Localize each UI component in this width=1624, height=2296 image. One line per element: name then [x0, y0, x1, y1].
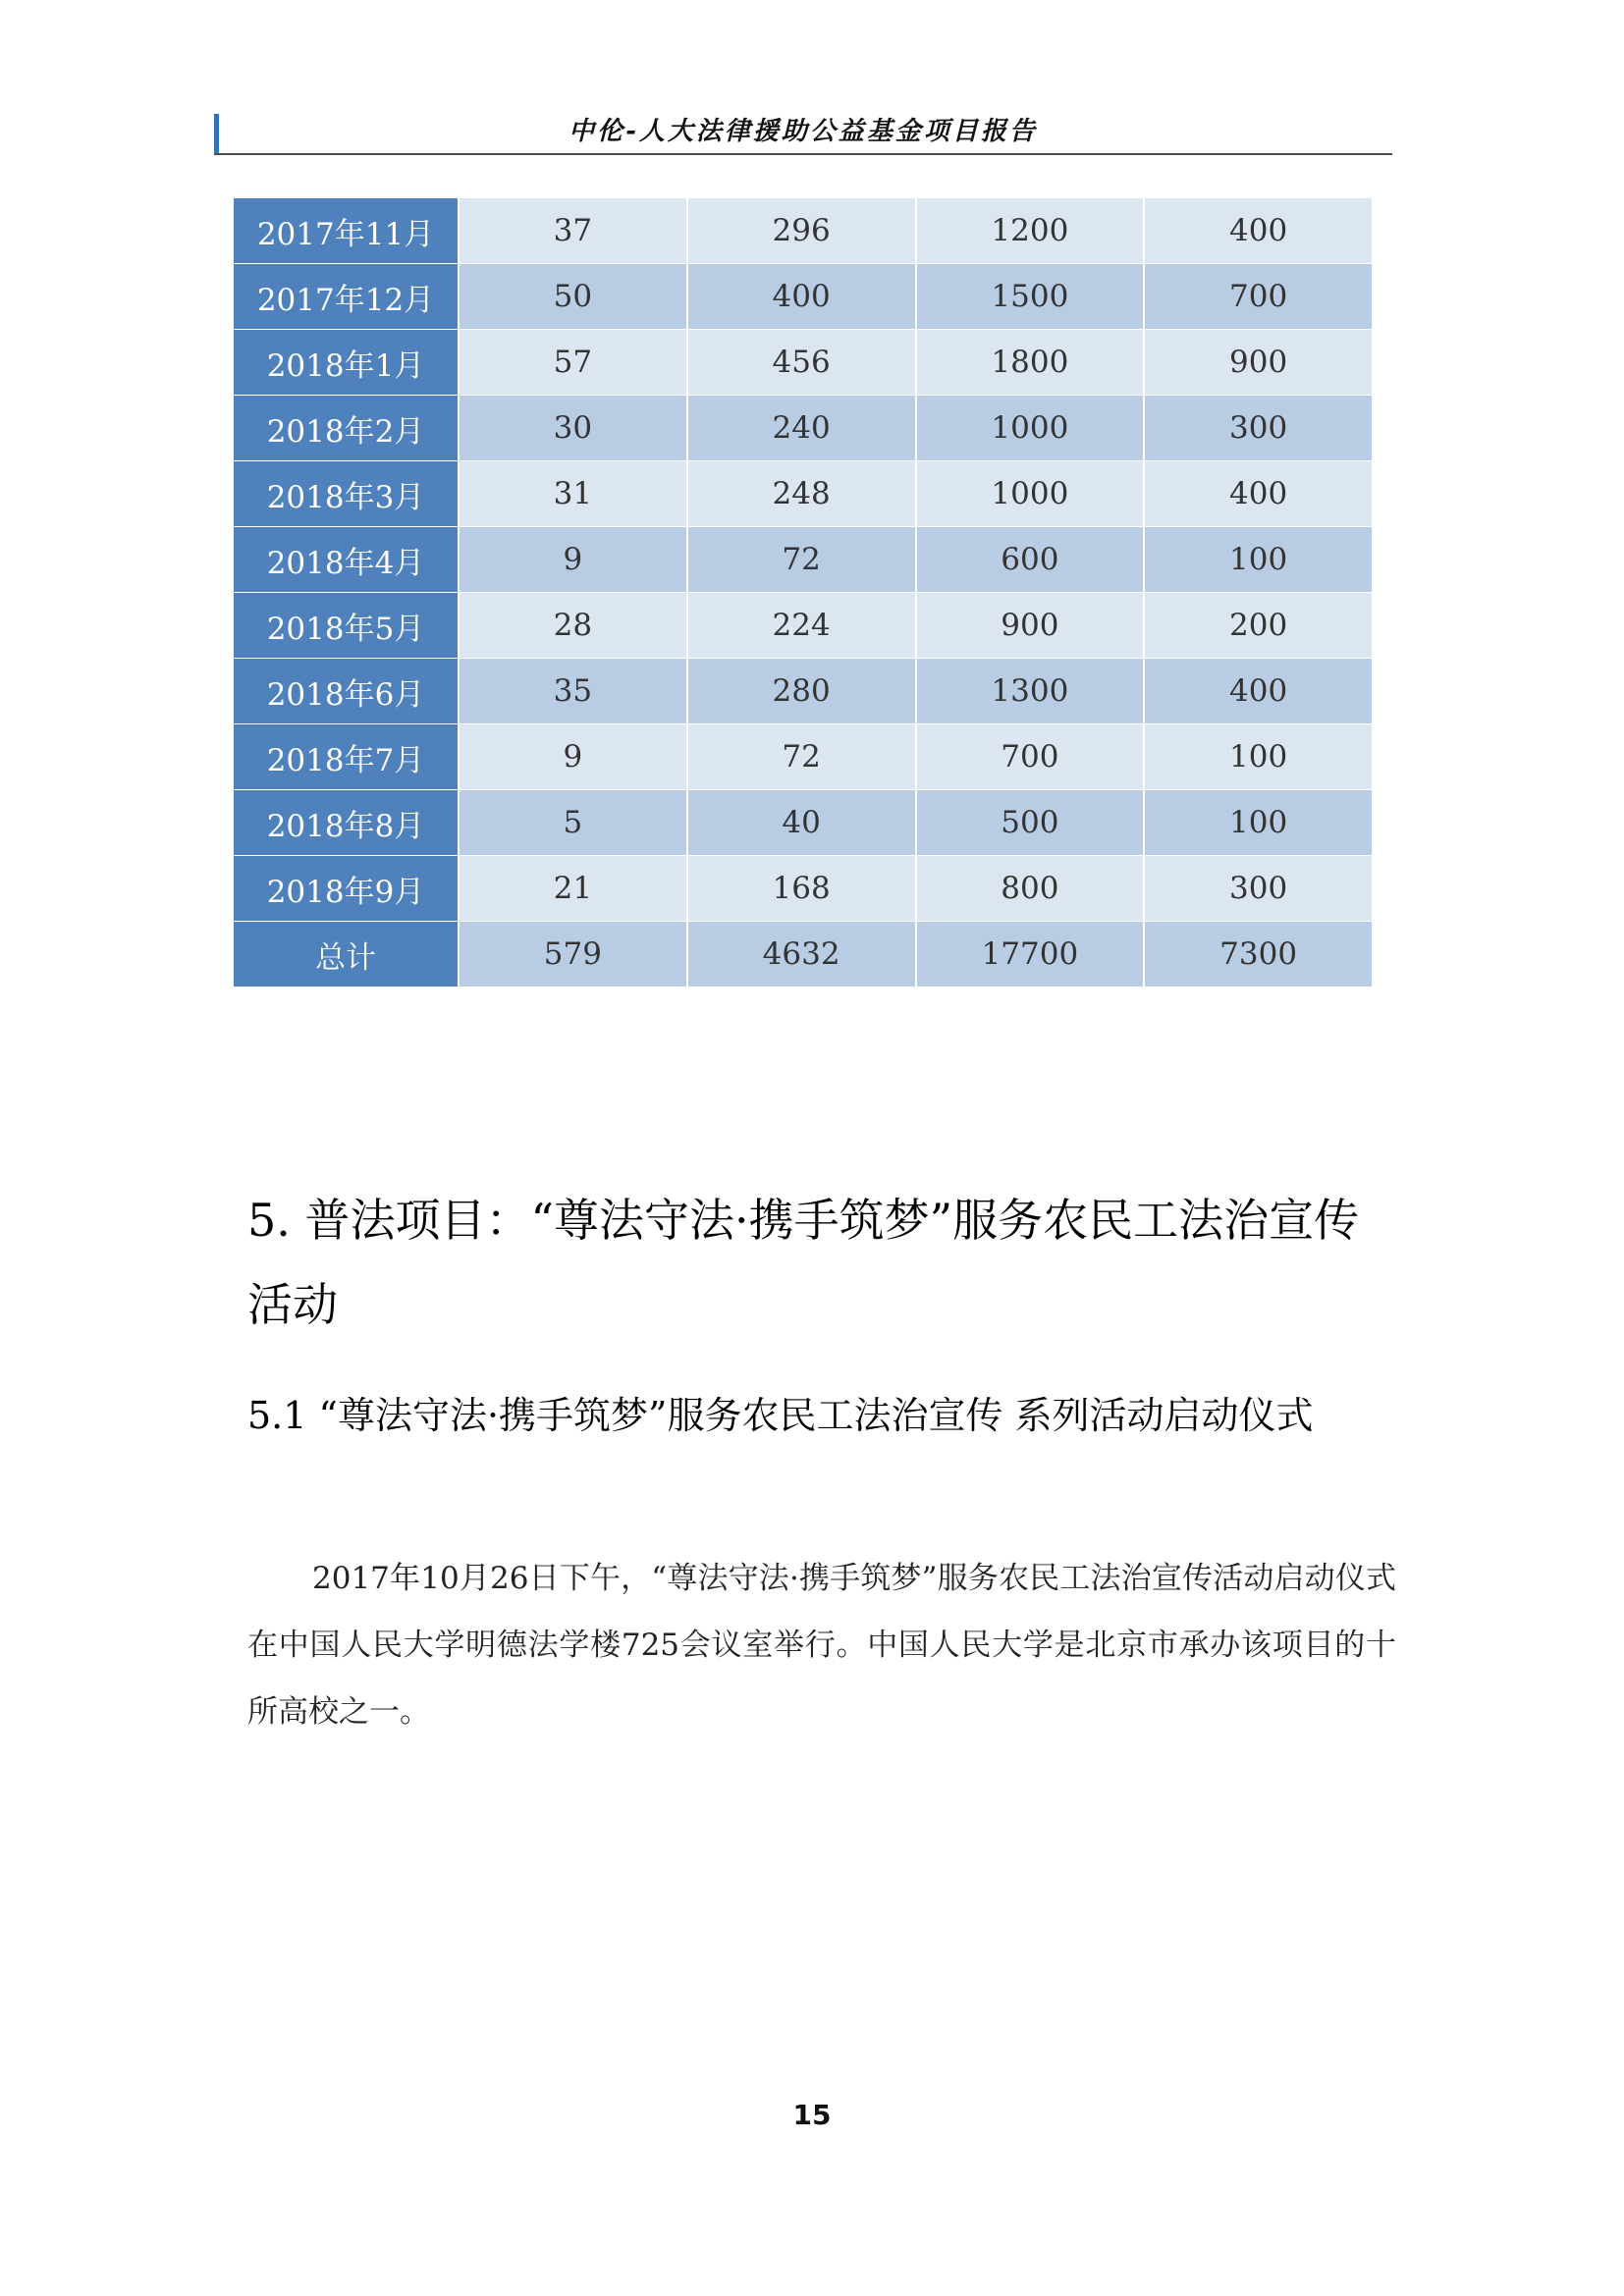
value-cell: 400 — [1144, 461, 1373, 527]
row-label-cell: 2018年8月 — [234, 790, 459, 856]
value-cell: 31 — [459, 461, 687, 527]
table-row — [234, 659, 1373, 724]
value-cell: 57 — [459, 330, 687, 396]
value-cell: 400 — [1144, 198, 1373, 264]
value-cell: 100 — [1144, 527, 1373, 593]
value-cell: 17700 — [916, 922, 1145, 988]
row-label-cell: 2018年2月 — [234, 396, 459, 461]
value-cell: 1300 — [916, 659, 1145, 724]
value-cell: 1800 — [916, 330, 1145, 396]
value-cell: 248 — [687, 461, 916, 527]
value-cell: 21 — [459, 856, 687, 922]
value-cell: 700 — [1144, 264, 1373, 330]
value-cell: 5 — [459, 790, 687, 856]
value-cell: 28 — [459, 593, 687, 659]
value-cell: 30 — [459, 396, 687, 461]
value-cell: 7300 — [1144, 922, 1373, 988]
row-label-cell: 2017年12月 — [234, 264, 459, 330]
value-cell: 456 — [687, 330, 916, 396]
table-row — [234, 264, 1373, 330]
value-cell: 579 — [459, 922, 687, 988]
value-cell: 400 — [1144, 659, 1373, 724]
value-cell: 100 — [1144, 724, 1373, 790]
value-cell: 240 — [687, 396, 916, 461]
table-row — [234, 461, 1373, 527]
table-row — [234, 593, 1373, 659]
row-label-cell: 2018年5月 — [234, 593, 459, 659]
table-row — [234, 790, 1373, 856]
page-number: 15 — [792, 2099, 832, 2131]
value-cell: 9 — [459, 527, 687, 593]
value-cell: 37 — [459, 198, 687, 264]
value-cell: 1000 — [916, 396, 1145, 461]
value-cell: 72 — [687, 527, 916, 593]
value-cell: 1500 — [916, 264, 1145, 330]
value-cell: 72 — [687, 724, 916, 790]
value-cell: 700 — [916, 724, 1145, 790]
value-cell: 500 — [916, 790, 1145, 856]
table-row — [234, 856, 1373, 922]
row-label-cell: 总计 — [234, 922, 459, 988]
value-cell: 50 — [459, 264, 687, 330]
statistics-table-body — [234, 198, 1373, 988]
table-row — [234, 527, 1373, 593]
value-cell: 1000 — [916, 461, 1145, 527]
section-subheading: 5.1 “尊法守法·携手筑梦”服务农民工法治宣传 系列活动启动仪式 — [247, 1394, 1314, 1437]
value-cell: 9 — [459, 724, 687, 790]
value-cell: 35 — [459, 659, 687, 724]
page-header — [214, 114, 1392, 155]
value-cell: 1200 — [916, 198, 1145, 264]
row-label-cell: 2018年7月 — [234, 724, 459, 790]
value-cell: 200 — [1144, 593, 1373, 659]
value-cell: 900 — [916, 593, 1145, 659]
value-cell: 600 — [916, 527, 1145, 593]
value-cell: 300 — [1144, 396, 1373, 461]
row-label-cell: 2018年1月 — [234, 330, 459, 396]
statistics-table — [234, 198, 1374, 988]
value-cell: 900 — [1144, 330, 1373, 396]
value-cell: 296 — [687, 198, 916, 264]
value-cell: 168 — [687, 856, 916, 922]
row-label-cell: 2018年9月 — [234, 856, 459, 922]
section-heading: 5. 普法项目：“尊法守法·携手筑梦”服务农民工法治宣传活动 — [247, 1194, 1360, 1331]
header-title: 中伦-人大法律援助公益基金项目报告 — [568, 117, 1038, 146]
value-cell: 800 — [916, 856, 1145, 922]
body-paragraph: 2017年10月26日下午，“尊法守法·携手筑梦”服务农民工法治宣传活动启动仪式在中国人民大学明德法学楼725会议室举行。中国人民大学是北京市承办该项目的十所高校之一。 — [247, 1561, 1396, 1730]
value-cell: 300 — [1144, 856, 1373, 922]
table-row — [234, 396, 1373, 461]
value-cell: 400 — [687, 264, 916, 330]
row-label-cell: 2017年11月 — [234, 198, 459, 264]
table-row — [234, 198, 1373, 264]
value-cell: 100 — [1144, 790, 1373, 856]
value-cell: 224 — [687, 593, 916, 659]
row-label-cell: 2018年3月 — [234, 461, 459, 527]
table-total-row — [234, 922, 1373, 988]
table-row — [234, 724, 1373, 790]
row-label-cell: 2018年4月 — [234, 527, 459, 593]
row-label-cell: 2018年6月 — [234, 659, 459, 724]
value-cell: 280 — [687, 659, 916, 724]
value-cell: 4632 — [687, 922, 916, 988]
table-row — [234, 330, 1373, 396]
value-cell: 40 — [687, 790, 916, 856]
